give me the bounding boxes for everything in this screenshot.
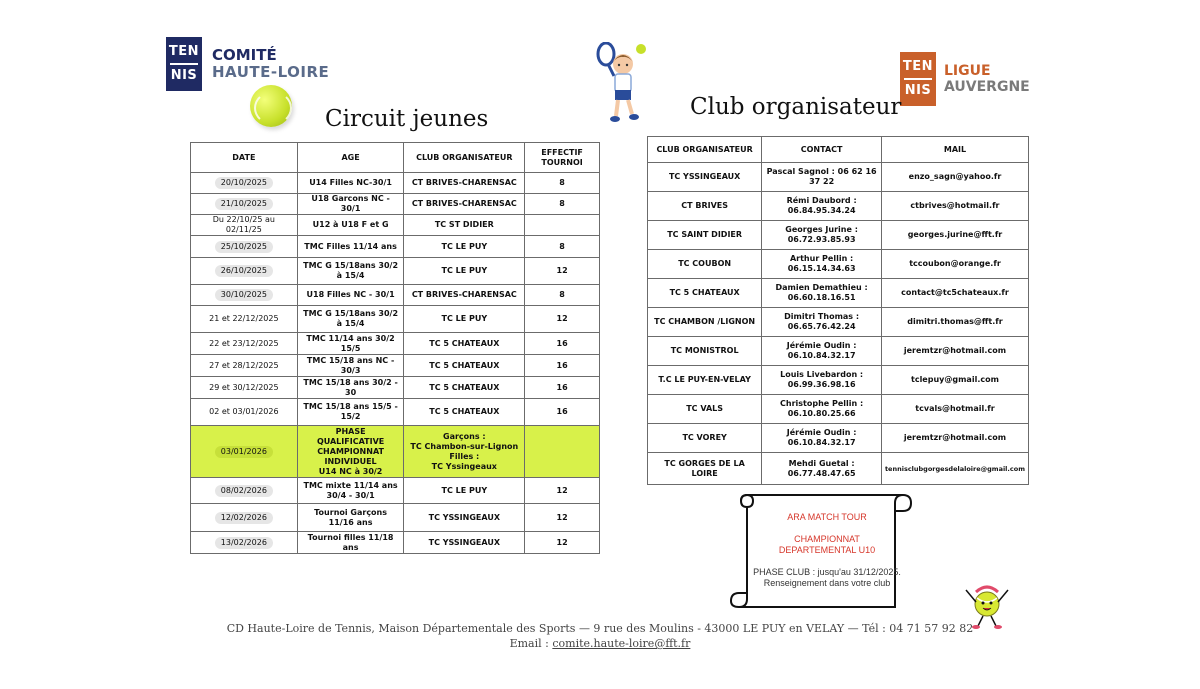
cell-club: TC YSSINGEAUX [404, 532, 525, 554]
cell-mail[interactable]: tclepuy@gmail.com [881, 366, 1028, 395]
cell-club: TC 5 CHATEAUX [404, 333, 525, 355]
scroll-line-3: DEPARTEMENTAL U10 [778, 545, 876, 555]
cell-age: U18 Garcons NC - 30/1 [297, 194, 404, 215]
comite-label: COMITÉ [212, 46, 277, 64]
date-value: 29 et 30/12/2025 [209, 382, 279, 392]
header-club-organisateur: CLUB ORGANISATEUR [648, 137, 762, 163]
auvergne-label: AUVERGNE [944, 79, 1030, 95]
cell-effectif: 16 [525, 333, 600, 355]
date-value: 13/02/2026 [215, 537, 273, 549]
cell-effectif: 16 [525, 377, 600, 399]
haute-loire-label: HAUTE-LOIRE [212, 63, 330, 81]
table-row [648, 192, 1029, 221]
cell-date [191, 333, 298, 355]
table-row [191, 532, 600, 554]
cell-mail[interactable]: jeremtzr@hotmail.com [881, 337, 1028, 366]
cell-club: TC ST DIDIER [404, 215, 525, 236]
cell-effectif: 8 [525, 285, 600, 306]
header-mail: MAIL [881, 137, 1028, 163]
scroll-line-2: CHAMPIONNAT [794, 534, 860, 544]
date-value: 20/10/2025 [215, 177, 273, 189]
table-row [648, 250, 1029, 279]
cell-club: TC LE PUY [404, 258, 525, 285]
footer-address: CD Haute-Loire de Tennis, Maison Départementale des Sports — 9 rue des Moulins - 43000 LE PUY en VELAY — Tél : 04 71 57 92 82 [226, 622, 974, 635]
cell-effectif: 8 [525, 194, 600, 215]
cell-date [191, 478, 298, 504]
cell-mail[interactable]: tennisclubgorgesdelaloire@gmail.com [881, 453, 1028, 485]
cell-club: TC LE PUY [404, 478, 525, 504]
table-row [191, 355, 600, 377]
cell-club: CT BRIVES-CHARENSAC [404, 285, 525, 306]
table-row [191, 478, 600, 504]
table-row [648, 395, 1029, 424]
header-age: AGE [297, 143, 404, 173]
cell-club-name: TC 5 CHATEAUX [648, 279, 762, 308]
cell-mail[interactable]: jeremtzr@hotmail.com [881, 424, 1028, 453]
date-value: 03/01/2026 [215, 446, 273, 458]
club-line: TC Yssingeaux [431, 461, 497, 471]
cell-club-name: TC SAINT DIDIER [648, 221, 762, 250]
cell-age [297, 426, 404, 478]
date-value: 26/10/2025 [215, 265, 273, 277]
table-row [648, 221, 1029, 250]
cell-effectif [525, 426, 600, 478]
cell-age: TMC mixte 11/14 ans 30/4 - 30/1 [297, 478, 404, 504]
table-row [191, 258, 600, 285]
cell-club-name: TC MONISTROL [648, 337, 762, 366]
cell-age: TMC 11/14 ans 30/2 15/5 [297, 333, 404, 355]
cell-club-name: TC GORGES DE LA LOIRE [648, 453, 762, 485]
cell-effectif: 8 [525, 173, 600, 194]
table-row [191, 215, 600, 236]
cell-club: TC YSSINGEAUX [404, 504, 525, 532]
cell-effectif: 16 [525, 355, 600, 377]
club-title: Club organisateur [690, 94, 902, 120]
cell-mail[interactable]: enzo_sagn@yahoo.fr [881, 163, 1028, 192]
cell-mail[interactable]: ctbrives@hotmail.fr [881, 192, 1028, 221]
cell-date [191, 173, 298, 194]
table-row [648, 453, 1029, 485]
cell-club: TC 5 CHATEAUX [404, 355, 525, 377]
footer-email-line [0, 637, 1200, 650]
table-row [191, 285, 600, 306]
cell-club-name: TC COUBON [648, 250, 762, 279]
cell-age: TMC 15/18 ans NC - 30/3 [297, 355, 404, 377]
cell-contact: Mehdi Guetal : 06.77.48.47.65 [762, 453, 882, 485]
table-row [648, 337, 1029, 366]
cell-contact: Louis Livebardon : 06.99.36.98.16 [762, 366, 882, 395]
date-value: 21/10/2025 [215, 198, 273, 210]
club-table [647, 136, 1029, 485]
cell-date [191, 377, 298, 399]
cell-effectif: 16 [525, 399, 600, 426]
cell-club: TC 5 CHATEAUX [404, 399, 525, 426]
scroll-line-5: Renseignement dans votre club [763, 578, 891, 588]
cell-club-name: TC VOREY [648, 424, 762, 453]
cell-contact: Rémi Daubord : 06.84.95.34.24 [762, 192, 882, 221]
cell-date [191, 399, 298, 426]
cell-date [191, 306, 298, 333]
table-row [191, 236, 600, 258]
cell-mail[interactable]: georges.jurine@fft.fr [881, 221, 1028, 250]
circuit-title: Circuit jeunes [325, 106, 489, 132]
cell-age: Tournoi Garçons 11/16 ans [297, 504, 404, 532]
table-row [191, 333, 600, 355]
date-value: 27 et 28/12/2025 [209, 360, 279, 370]
cell-effectif: 12 [525, 478, 600, 504]
club-line: Filles : [449, 451, 480, 461]
cell-club-name: TC CHAMBON /LIGNON [648, 308, 762, 337]
table-row [191, 377, 600, 399]
cell-date [191, 355, 298, 377]
cell-mail[interactable]: tcvals@hotmail.fr [881, 395, 1028, 424]
cell-effectif: 12 [525, 306, 600, 333]
ligue-logo [900, 52, 1030, 106]
cell-club-name: T.C LE PUY-EN-VELAY [648, 366, 762, 395]
cell-date [191, 285, 298, 306]
tennis-emblem: TEN NIS [900, 52, 936, 106]
comite-logo [166, 37, 329, 91]
age-line: INDIVIDUEL [324, 456, 377, 466]
cell-date [191, 236, 298, 258]
cell-club: CT BRIVES-CHARENSAC [404, 194, 525, 215]
cell-date [191, 215, 298, 236]
cell-club: TC 5 CHATEAUX [404, 377, 525, 399]
table-row [191, 306, 600, 333]
cell-effectif: 12 [525, 258, 600, 285]
age-line: PHASE QUALIFICATIVE [316, 426, 385, 446]
cell-age: U12 à U18 F et G [297, 215, 404, 236]
table-row [191, 426, 600, 478]
cell-contact: Arthur Pellin : 06.15.14.34.63 [762, 250, 882, 279]
cell-effectif: 12 [525, 532, 600, 554]
cell-mail[interactable]: dimitri.thomas@fft.fr [881, 308, 1028, 337]
date-value: 22 et 23/12/2025 [209, 338, 279, 348]
cell-age: TMC G 15/18ans 30/2 à 15/4 [297, 258, 404, 285]
cell-mail[interactable]: contact@tc5chateaux.fr [881, 279, 1028, 308]
cell-effectif [525, 215, 600, 236]
footer-email-link[interactable]: comite.haute-loire@fft.fr [552, 637, 691, 650]
cell-contact: Georges Jurine : 06.72.93.85.93 [762, 221, 882, 250]
cell-age: U14 Filles NC-30/1 [297, 173, 404, 194]
cell-mail[interactable]: tccoubon@orange.fr [881, 250, 1028, 279]
table-row [648, 366, 1029, 395]
circuit-table [190, 142, 600, 554]
cell-date [191, 258, 298, 285]
table-row [648, 308, 1029, 337]
date-value: 08/02/2026 [215, 485, 273, 497]
cell-club [404, 426, 525, 478]
cell-age: TMC 15/18 ans 15/5 - 15/2 [297, 399, 404, 426]
cell-club: TC LE PUY [404, 306, 525, 333]
scroll-line-4: PHASE CLUB : jusqu'au 31/12/2025. [753, 567, 901, 577]
age-line: CHAMPIONNAT [317, 446, 384, 456]
cell-contact: Jérémie Oudin : 06.10.84.32.17 [762, 424, 882, 453]
child-tennis-player-icon [594, 42, 650, 126]
table-row [191, 399, 600, 426]
date-value: 21 et 22/12/2025 [209, 314, 279, 323]
cell-club: TC LE PUY [404, 236, 525, 258]
footer-email-label: Email : [509, 637, 553, 650]
tennis-emblem: TEN NIS [166, 37, 202, 91]
table-row [648, 163, 1029, 192]
date-value: 30/10/2025 [215, 289, 273, 301]
date-value: 12/02/2026 [215, 512, 273, 524]
date-value: Du 22/10/25 au 02/11/25 [212, 215, 275, 234]
cell-age: U18 Filles NC - 30/1 [297, 285, 404, 306]
cell-effectif: 8 [525, 236, 600, 258]
header-club: CLUB ORGANISATEUR [404, 143, 525, 173]
header-date: DATE [191, 143, 298, 173]
date-value: 02 et 03/01/2026 [209, 407, 279, 416]
cell-effectif: 12 [525, 504, 600, 532]
age-line: U14 NC à 30/2 [318, 466, 383, 476]
scroll-line-1: ARA MATCH TOUR [787, 512, 867, 522]
cell-club-name: TC YSSINGEAUX [648, 163, 762, 192]
table-row [648, 424, 1029, 453]
cell-age: Tournoi filles 11/18 ans [297, 532, 404, 554]
cell-age: TMC G 15/18ans 30/2 à 15/4 [297, 306, 404, 333]
cell-contact: Pascal Sagnol : 06 62 16 37 22 [762, 163, 882, 192]
cell-date [191, 194, 298, 215]
cell-age: TMC Filles 11/14 ans [297, 236, 404, 258]
cell-date [191, 426, 298, 478]
ligue-label: LIGUE [944, 63, 991, 79]
cell-date [191, 504, 298, 532]
club-line: Garçons : [443, 431, 486, 441]
scroll-text [745, 512, 909, 589]
header-contact: CONTACT [762, 137, 882, 163]
cell-contact: Jérémie Oudin : 06.10.84.32.17 [762, 337, 882, 366]
cell-contact: Damien Demathieu : 06.60.18.16.51 [762, 279, 882, 308]
header-effectif: EFFECTIF TOURNOI [525, 143, 600, 173]
table-row [191, 173, 600, 194]
cell-club-name: TC VALS [648, 395, 762, 424]
date-value: 25/10/2025 [215, 241, 273, 253]
table-row [191, 504, 600, 532]
club-line: TC Chambon-sur-Lignon [410, 441, 519, 451]
cell-date [191, 532, 298, 554]
cell-club: CT BRIVES-CHARENSAC [404, 173, 525, 194]
cell-contact: Dimitri Thomas : 06.65.76.42.24 [762, 308, 882, 337]
cell-age: TMC 15/18 ans 30/2 - 30 [297, 377, 404, 399]
tennis-ball-icon [250, 85, 292, 127]
cell-club-name: CT BRIVES [648, 192, 762, 221]
cell-contact: Christophe Pellin : 06.10.80.25.66 [762, 395, 882, 424]
table-row [648, 279, 1029, 308]
table-row [191, 194, 600, 215]
